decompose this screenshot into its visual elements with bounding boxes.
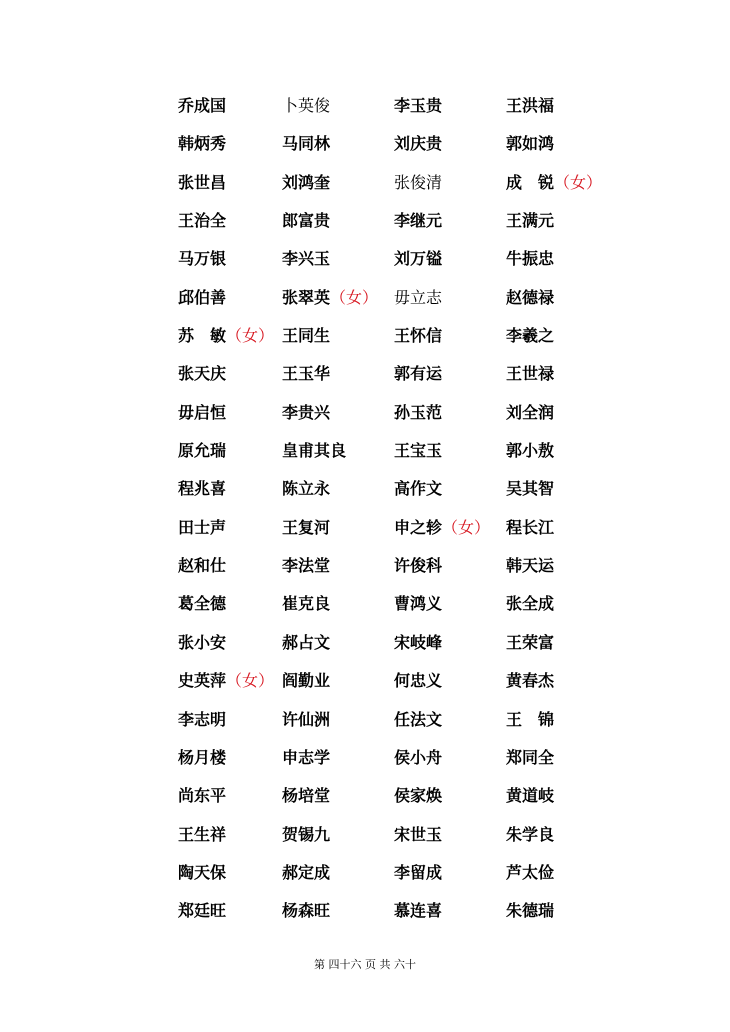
name-entry [282,326,330,346]
person-name: 郑同全 [506,747,555,767]
person-name: 王生祥 [178,824,227,844]
name-entry [394,364,442,384]
name-entry [506,134,554,154]
person-name: 李羲之 [506,326,555,346]
name-entry [506,288,554,308]
person-name: 尚东平 [178,786,227,806]
person-name: 许俊科 [394,556,443,576]
person-name: 陶天保 [178,862,227,882]
name-entry [394,594,442,614]
name-entry [282,594,330,614]
name-entry [282,479,330,499]
name-entry [282,134,330,154]
person-name: 郭小敖 [506,441,555,461]
person-name: 芦太俭 [506,862,555,882]
name-row [0,702,730,740]
name-entry [178,518,226,538]
name-row [0,203,730,241]
person-name: 朱学良 [506,824,555,844]
name-entry [394,901,442,921]
name-row [0,625,730,663]
name-list [0,88,730,932]
name-entry [394,479,442,499]
name-entry [178,671,274,691]
name-entry [506,748,554,768]
name-entry [282,786,330,806]
name-entry [178,479,226,499]
name-entry [506,173,602,193]
person-name: 苏 敏 [178,326,227,346]
person-name: 王复河 [282,517,331,537]
name-entry [394,211,442,231]
person-name: 皇甫其良 [282,441,347,461]
person-name: 张俊清 [394,172,443,192]
name-entry [506,863,554,883]
person-name: 宋世玉 [394,824,443,844]
name-entry [394,710,442,730]
name-entry [394,556,442,576]
name-entry [506,479,554,499]
person-name: 杨森旺 [282,901,331,921]
name-entry [394,441,442,461]
person-name: 原允瑞 [178,441,227,461]
person-name: 刘万镒 [394,249,443,269]
name-row [0,280,730,318]
person-name: 黄道岐 [506,786,555,806]
person-name: 史英萍 [178,671,227,691]
name-entry [282,173,330,193]
name-row [0,241,730,279]
person-name: 毋立志 [394,287,443,307]
name-entry [282,863,330,883]
name-entry [282,211,330,231]
name-entry [282,518,330,538]
person-name: 杨月楼 [178,747,227,767]
name-row [0,356,730,394]
name-entry [178,134,226,154]
name-row [0,893,730,931]
person-name: 侯小舟 [394,747,443,767]
name-entry [506,825,554,845]
person-name: 孙玉范 [394,402,443,422]
name-entry [178,594,226,614]
name-entry [282,364,330,384]
person-name: 王荣富 [506,632,555,652]
name-row [0,471,730,509]
name-entry [178,403,226,423]
person-name: 郭有运 [394,364,443,384]
name-entry [282,901,330,921]
person-name: 曹鸿义 [394,594,443,614]
name-entry [394,748,442,768]
name-entry [394,825,442,845]
name-row [0,817,730,855]
person-name: 黄春杰 [506,671,555,691]
name-entry [178,863,226,883]
name-entry [394,96,442,116]
person-name: 侯家焕 [394,786,443,806]
name-entry [178,441,226,461]
person-name: 郑廷旺 [178,901,227,921]
female-note: （女） [226,671,275,691]
person-name: 阎勤业 [282,671,331,691]
name-entry [394,786,442,806]
name-row [0,548,730,586]
name-entry [506,96,554,116]
name-entry [282,96,330,116]
name-entry [506,518,554,538]
name-entry [394,671,442,691]
name-entry [282,556,330,576]
person-name: 王宝玉 [394,441,443,461]
name-entry [394,326,442,346]
female-note: （女） [330,287,379,307]
name-row [0,663,730,701]
person-name: 马同林 [282,134,331,154]
person-name: 张世昌 [178,172,227,192]
name-entry [394,134,442,154]
name-entry [506,556,554,576]
person-name: 牛振忠 [506,249,555,269]
name-row [0,586,730,624]
person-name: 李玉贵 [394,96,443,115]
name-entry [178,901,226,921]
name-entry [178,288,226,308]
name-entry [394,863,442,883]
name-entry [178,633,226,653]
person-name: 赵德禄 [506,287,555,307]
person-name: 郭如鸿 [506,134,555,154]
person-name: 王同生 [282,326,331,346]
name-entry [178,211,226,231]
person-name: 成 锐 [506,172,555,192]
name-entry [178,825,226,845]
name-entry [506,441,554,461]
person-name: 宋岐峰 [394,632,443,652]
name-entry [282,288,378,308]
name-entry [394,288,442,308]
name-entry [178,326,274,346]
person-name: 韩炳秀 [178,134,227,154]
name-entry [178,173,226,193]
name-row [0,433,730,471]
person-name: 张小安 [178,632,227,652]
name-row [0,318,730,356]
name-entry [506,671,554,691]
person-name: 崔克良 [282,594,331,614]
name-entry [506,786,554,806]
name-entry [282,825,330,845]
name-entry [282,671,330,691]
person-name: 李志明 [178,709,227,729]
person-name: 李贵兴 [282,402,331,422]
person-name: 程兆喜 [178,479,227,499]
person-name: 王满元 [506,211,555,231]
person-name: 郎富贵 [282,211,331,231]
person-name: 田士声 [178,517,227,537]
name-row [0,855,730,893]
person-name: 马万银 [178,249,227,269]
name-entry [178,556,226,576]
name-entry [394,173,442,193]
name-entry [282,403,330,423]
name-entry [178,96,226,116]
page-footer: 第 四十六 页 共 六十 [314,958,416,971]
person-name: 任法文 [394,709,443,729]
person-name: 毋启恒 [178,402,227,422]
person-name: 李兴玉 [282,249,331,269]
person-name: 乔成国 [178,96,227,115]
person-name: 张天庆 [178,364,227,384]
person-name: 刘庆贵 [394,134,443,154]
name-entry [394,249,442,269]
person-name: 高作文 [394,479,443,499]
name-row [0,395,730,433]
female-note: （女） [554,172,603,192]
name-entry [506,710,554,730]
female-note: （女） [226,326,275,346]
person-name: 邱伯善 [178,287,227,307]
name-entry [394,518,490,538]
name-entry [178,364,226,384]
name-entry [178,710,226,730]
female-note: （女） [442,517,491,537]
person-name: 何忠义 [394,671,443,691]
person-name: 张全成 [506,594,555,614]
name-row [0,88,730,126]
name-row [0,778,730,816]
name-entry [178,786,226,806]
name-entry [178,249,226,269]
name-entry [282,710,330,730]
person-name: 吴其智 [506,479,555,499]
person-name: 王玉华 [282,364,331,384]
name-entry [282,748,330,768]
person-name: 王世禄 [506,364,555,384]
person-name: 赵和仕 [178,556,227,576]
name-entry [506,364,554,384]
person-name: 许仙洲 [282,709,331,729]
name-row [0,740,730,778]
name-entry [506,403,554,423]
name-entry [282,633,330,653]
person-name: 郝占文 [282,632,331,652]
person-name: 张翠英 [282,287,331,307]
name-entry [506,211,554,231]
person-name: 李留成 [394,862,443,882]
person-name: 陈立永 [282,479,331,499]
person-name: 程长江 [506,517,555,537]
person-name: 朱德瑞 [506,901,555,921]
person-name: 王怀信 [394,326,443,346]
name-row [0,510,730,548]
name-entry [506,594,554,614]
person-name: 杨培堂 [282,786,331,806]
person-name: 王洪福 [506,96,555,115]
person-name: 贺锡九 [282,824,331,844]
person-name: 王 锦 [506,709,555,729]
name-entry [178,748,226,768]
person-name: 韩天运 [506,556,555,576]
name-entry [394,633,442,653]
person-name: 慕连喜 [394,901,443,921]
person-name: 郝定成 [282,862,331,882]
name-entry [506,249,554,269]
name-row [0,165,730,203]
name-entry [506,633,554,653]
person-name: 李继元 [394,211,443,231]
name-entry [506,901,554,921]
person-name: 刘鸿奎 [282,172,331,192]
person-name: 李法堂 [282,556,331,576]
name-entry [282,249,330,269]
person-name: 葛全德 [178,594,227,614]
name-entry [506,326,554,346]
person-name: 王治全 [178,211,227,231]
person-name: 卜英俊 [282,96,331,115]
person-name: 申志学 [282,747,331,767]
name-entry [394,403,442,423]
name-entry [282,441,346,461]
name-row [0,126,730,164]
person-name: 刘全润 [506,402,555,422]
person-name: 申之轸 [394,517,443,537]
